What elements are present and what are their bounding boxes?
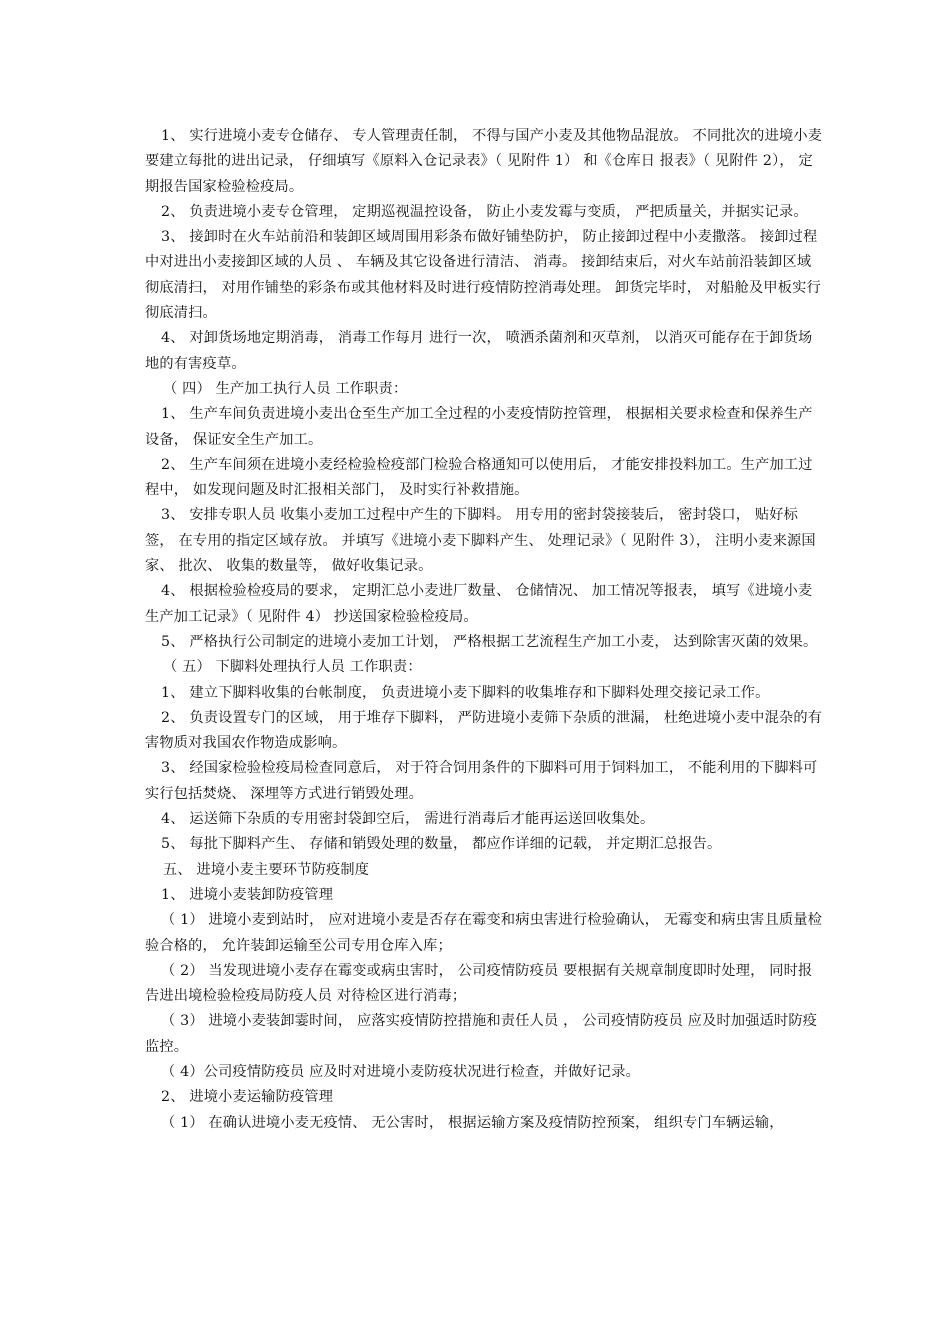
paragraph: 3、 安排专职人员 收集小麦加工过程中产生的下脚料。 用专用的密封袋接装后， 密封袋口， 贴好标签， 在专用的指定区域存放。 并填写《进境小麦下脚料产生、 处理记录》（ 见附件 3）， 注明小麦来源国家、 批次、 收集的数量等， 做好收集记录。 <box>145 507 816 575</box>
paragraph: 3、 接卸时在火车站前沿和装卸区域周围用彩条布做好铺垫防护， 防止接卸过程中小麦撒落。 接卸过程中对进出小麦接卸区域的人员 、 车辆及其它设备进行清洁、 消毒。 接卸结束后，对火车站前沿装卸区域彻底清扫， 对用作铺垫的彩条布或其他材料及时进行疫情防控消毒处理。 卸货完毕时， 对船舱及甲板实行彻底清扫。 <box>145 229 821 322</box>
paragraph: （ 4）公司疫情防疫员 应及时对进境小麦防疫状况进行检查，并做好记录。 <box>161 1063 641 1080</box>
paragraph: 1、 实行进境小麦专仓储存、 专人管理责任制， 不得与国产小麦及其他物品混放。 不同批次的进境小麦要建立每批的进出记录， 仔细填写《原料入仓记录表》（ 见附件 1） 和《仓库日 报表》（ 见附件 2）， 定期报告国家检验检疫局。 <box>145 128 823 195</box>
paragraph: 3、 经国家检验检疫局检查同意后， 对于符合饲用条件的下脚料可用于饲料加工， 不能利用的下脚料可实行包括焚烧、 深埋等方式进行销毁处理。 <box>145 760 818 802</box>
subsection-heading: 2、 进境小麦运输防疫管理 <box>161 1089 334 1106</box>
section-heading: （ 四） 生产加工执行人员 工作职责： <box>163 380 408 397</box>
paragraph: 5、 每批下脚料产生、 存储和销毁处理的数量， 都应作详细的记载， 并定期汇总报告。 <box>161 836 722 853</box>
paragraph: 4、 根据检验检疫局的要求， 定期汇总小麦进厂数量、 仓储情况、 加工情况等报表， 填写《进境小麦生产加工记录》（ 见附件 4） 抄送国家检验检疫局。 <box>145 583 813 625</box>
paragraph: 1、 生产车间负责进境小麦出仓至生产加工全过程的小麦疫情防控管理， 根据相关要求检查和保养生产设备， 保证安全生产加工。 <box>145 406 813 448</box>
paragraph: 2、 负责设置专门的区域， 用于堆存下脚料， 严防进境小麦筛下杂质的泄漏， 杜绝进境小麦中混杂的有害物质对我国农作物造成影响。 <box>145 709 823 752</box>
paragraph: （ 2） 当发现进境小麦存在霉变或病虫害时， 公司疫情防疫员 要根据有关规章制度即时处理， 同时报告进出境检验检疫局防疫人员 对待检区进行消毒； <box>145 962 813 1005</box>
paragraph: 2、 负责进境小麦专仓管理， 定期巡视温控设备， 防止小麦发霉与变质， 严把质量关，并据实记录。 <box>161 203 808 220</box>
document-body <box>145 124 825 1136</box>
paragraph: 2、 生产车间须在进境小麦经检验检疫部门检验合格通知可以使用后， 才能安排投料加工。生产加工过程中， 如发现问题及时汇报相关部门， 及时实行补救措施。 <box>145 456 813 499</box>
subsection-heading: 1、 进境小麦装卸防疫管理 <box>161 886 334 903</box>
paragraph: 4、 运送筛下杂质的专用密封袋卸空后， 需进行消毒后才能再运送回收集处。 <box>161 811 655 828</box>
paragraph: （ 1） 进境小麦到站时， 应对进境小麦是否存在霉变和病虫害进行检验确认， 无霉变和病虫害且质量检验合格的， 允许装卸运输至公司专用仓库入库； <box>145 912 823 954</box>
paragraph: （ 3） 进境小麦装卸霎时间， 应落实疫情防控措施和责任人员 ， 公司疫情防疫员 应及时加强适时防疫监控。 <box>145 1013 818 1055</box>
section-heading: （ 五） 下脚料处理执行人员 工作职责： <box>163 659 422 676</box>
paragraph: 5、 严格执行公司制定的进境小麦加工计划， 严格根据工艺流程生产加工小麦， 达到除害灭菌的效果。 <box>161 633 818 650</box>
section-heading: 五、 进境小麦主要环节防疫制度 <box>163 861 370 878</box>
paragraph: （ 1） 在确认进境小麦无疫情、 无公害时， 根据运输方案及疫情防控预案， 组织专门车辆运输， <box>161 1114 784 1131</box>
paragraph: 4、 对卸货场地定期消毒， 消毒工作每月 进行一次， 喷洒杀菌剂和灭草剂， 以消灭可能存在于卸货场地的有害疫草。 <box>145 330 813 372</box>
paragraph: 1、 建立下脚料收集的台帐制度， 负责进境小麦下脚料的收集堆存和下脚料处理交接记录工作。 <box>161 684 770 701</box>
